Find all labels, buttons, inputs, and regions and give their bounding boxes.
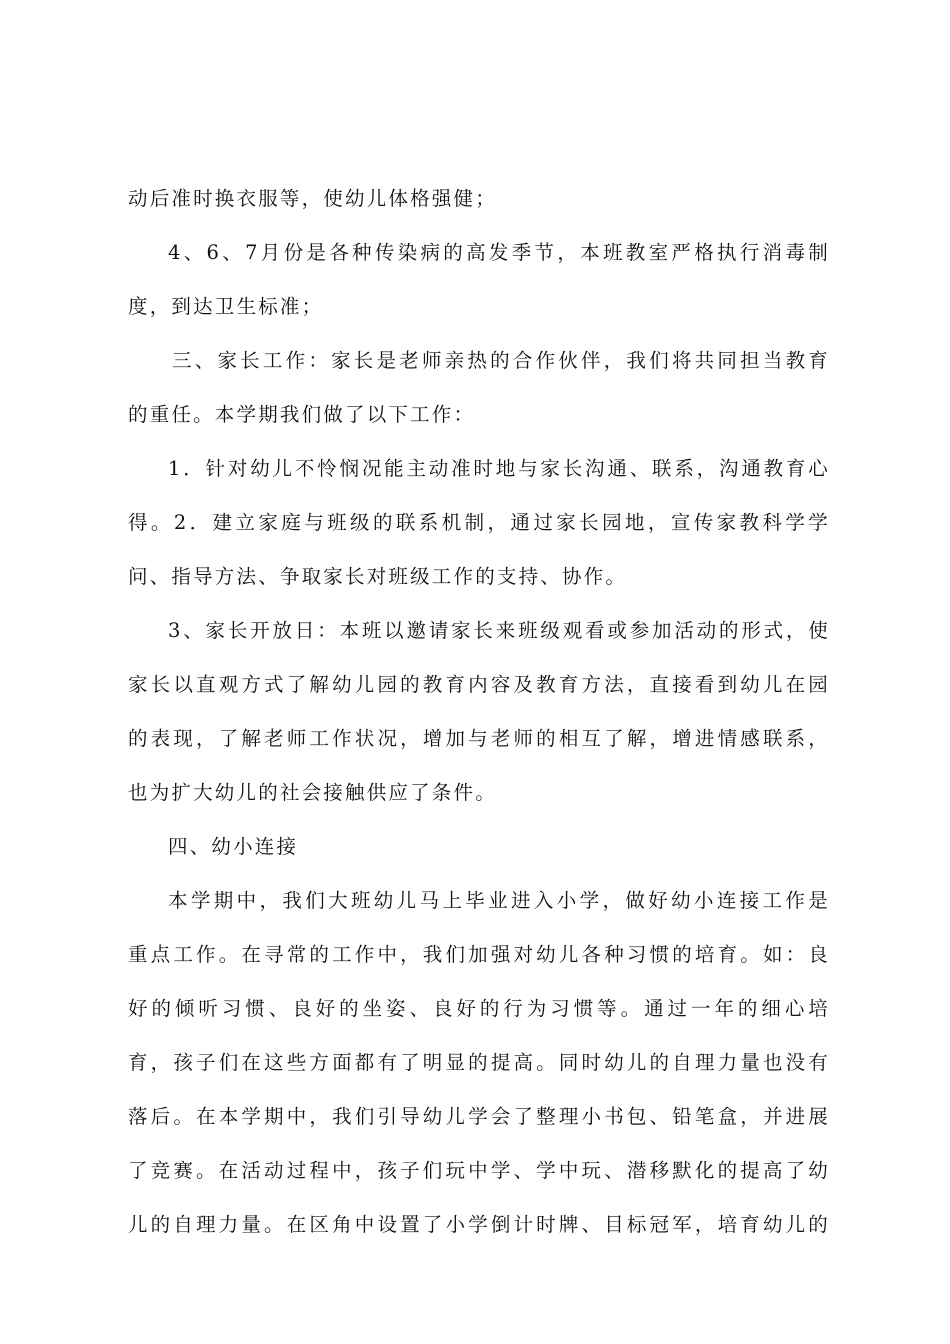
text-line: 1．针对幼儿不怜悯况能主动准时地与家长沟通、联系，沟通教育心 [168,457,830,480]
text-line: 本学期中，我们大班幼儿马上毕业进入小学，做好幼小连接工作是 [168,889,830,912]
text-line: 度，到达卫生标准； [128,295,324,318]
text-line: 了竞赛。在活动过程中，孩子们玩中学、学中玩、潜移默化的提高了幼 [128,1159,830,1182]
text-line: 家长以直观方式了解幼儿园的教育内容及教育方法，直接看到幼儿在园 [128,673,830,696]
text-line: 的表现，了解老师工作状况，增加与老师的相互了解，增进情感联系， [128,727,830,750]
text-line: 也为扩大幼儿的社会接触供应了条件。 [128,781,497,804]
text-line: 动后准时换衣服等，使幼儿体格强健； [128,187,497,210]
section-heading-parents: 三、家长工作：家长是老师亲热的合作伙伴，我们将共同担当教育 [172,349,830,372]
text-line: 好的倾听习惯、良好的坐姿、良好的行为习惯等。通过一年的细心培 [128,997,830,1020]
text-line: 儿的自理力量。在区角中设置了小学倒计时牌、目标冠军，培育幼儿的 [128,1213,830,1236]
text-line: 3、家长开放日：本班以邀请家长来班级观看或参加活动的形式，使 [168,619,830,642]
text-line: 重点工作。在寻常的工作中，我们加强对幼儿各种习惯的培育。如：良 [128,943,830,966]
text-line: 问、指导方法、争取家长对班级工作的支持、协作。 [128,565,628,588]
text-line: 的重任。本学期我们做了以下工作： [128,403,476,426]
text-line: 4、6、7月份是各种传染病的高发季节，本班教室严格执行消毒制 [168,241,830,264]
text-line: 育，孩子们在这些方面都有了明显的提高。同时幼儿的自理力量也没有 [128,1051,830,1074]
body-text [128,172,830,1252]
text-line: 落后。在本学期中，我们引导幼儿学会了整理小书包、铅笔盒，并进展 [128,1105,830,1128]
section-heading-transition: 四、幼小连接 [168,835,299,858]
text-line: 得。2．建立家庭与班级的联系机制，通过家长园地，宣传家教科学学 [128,511,830,534]
